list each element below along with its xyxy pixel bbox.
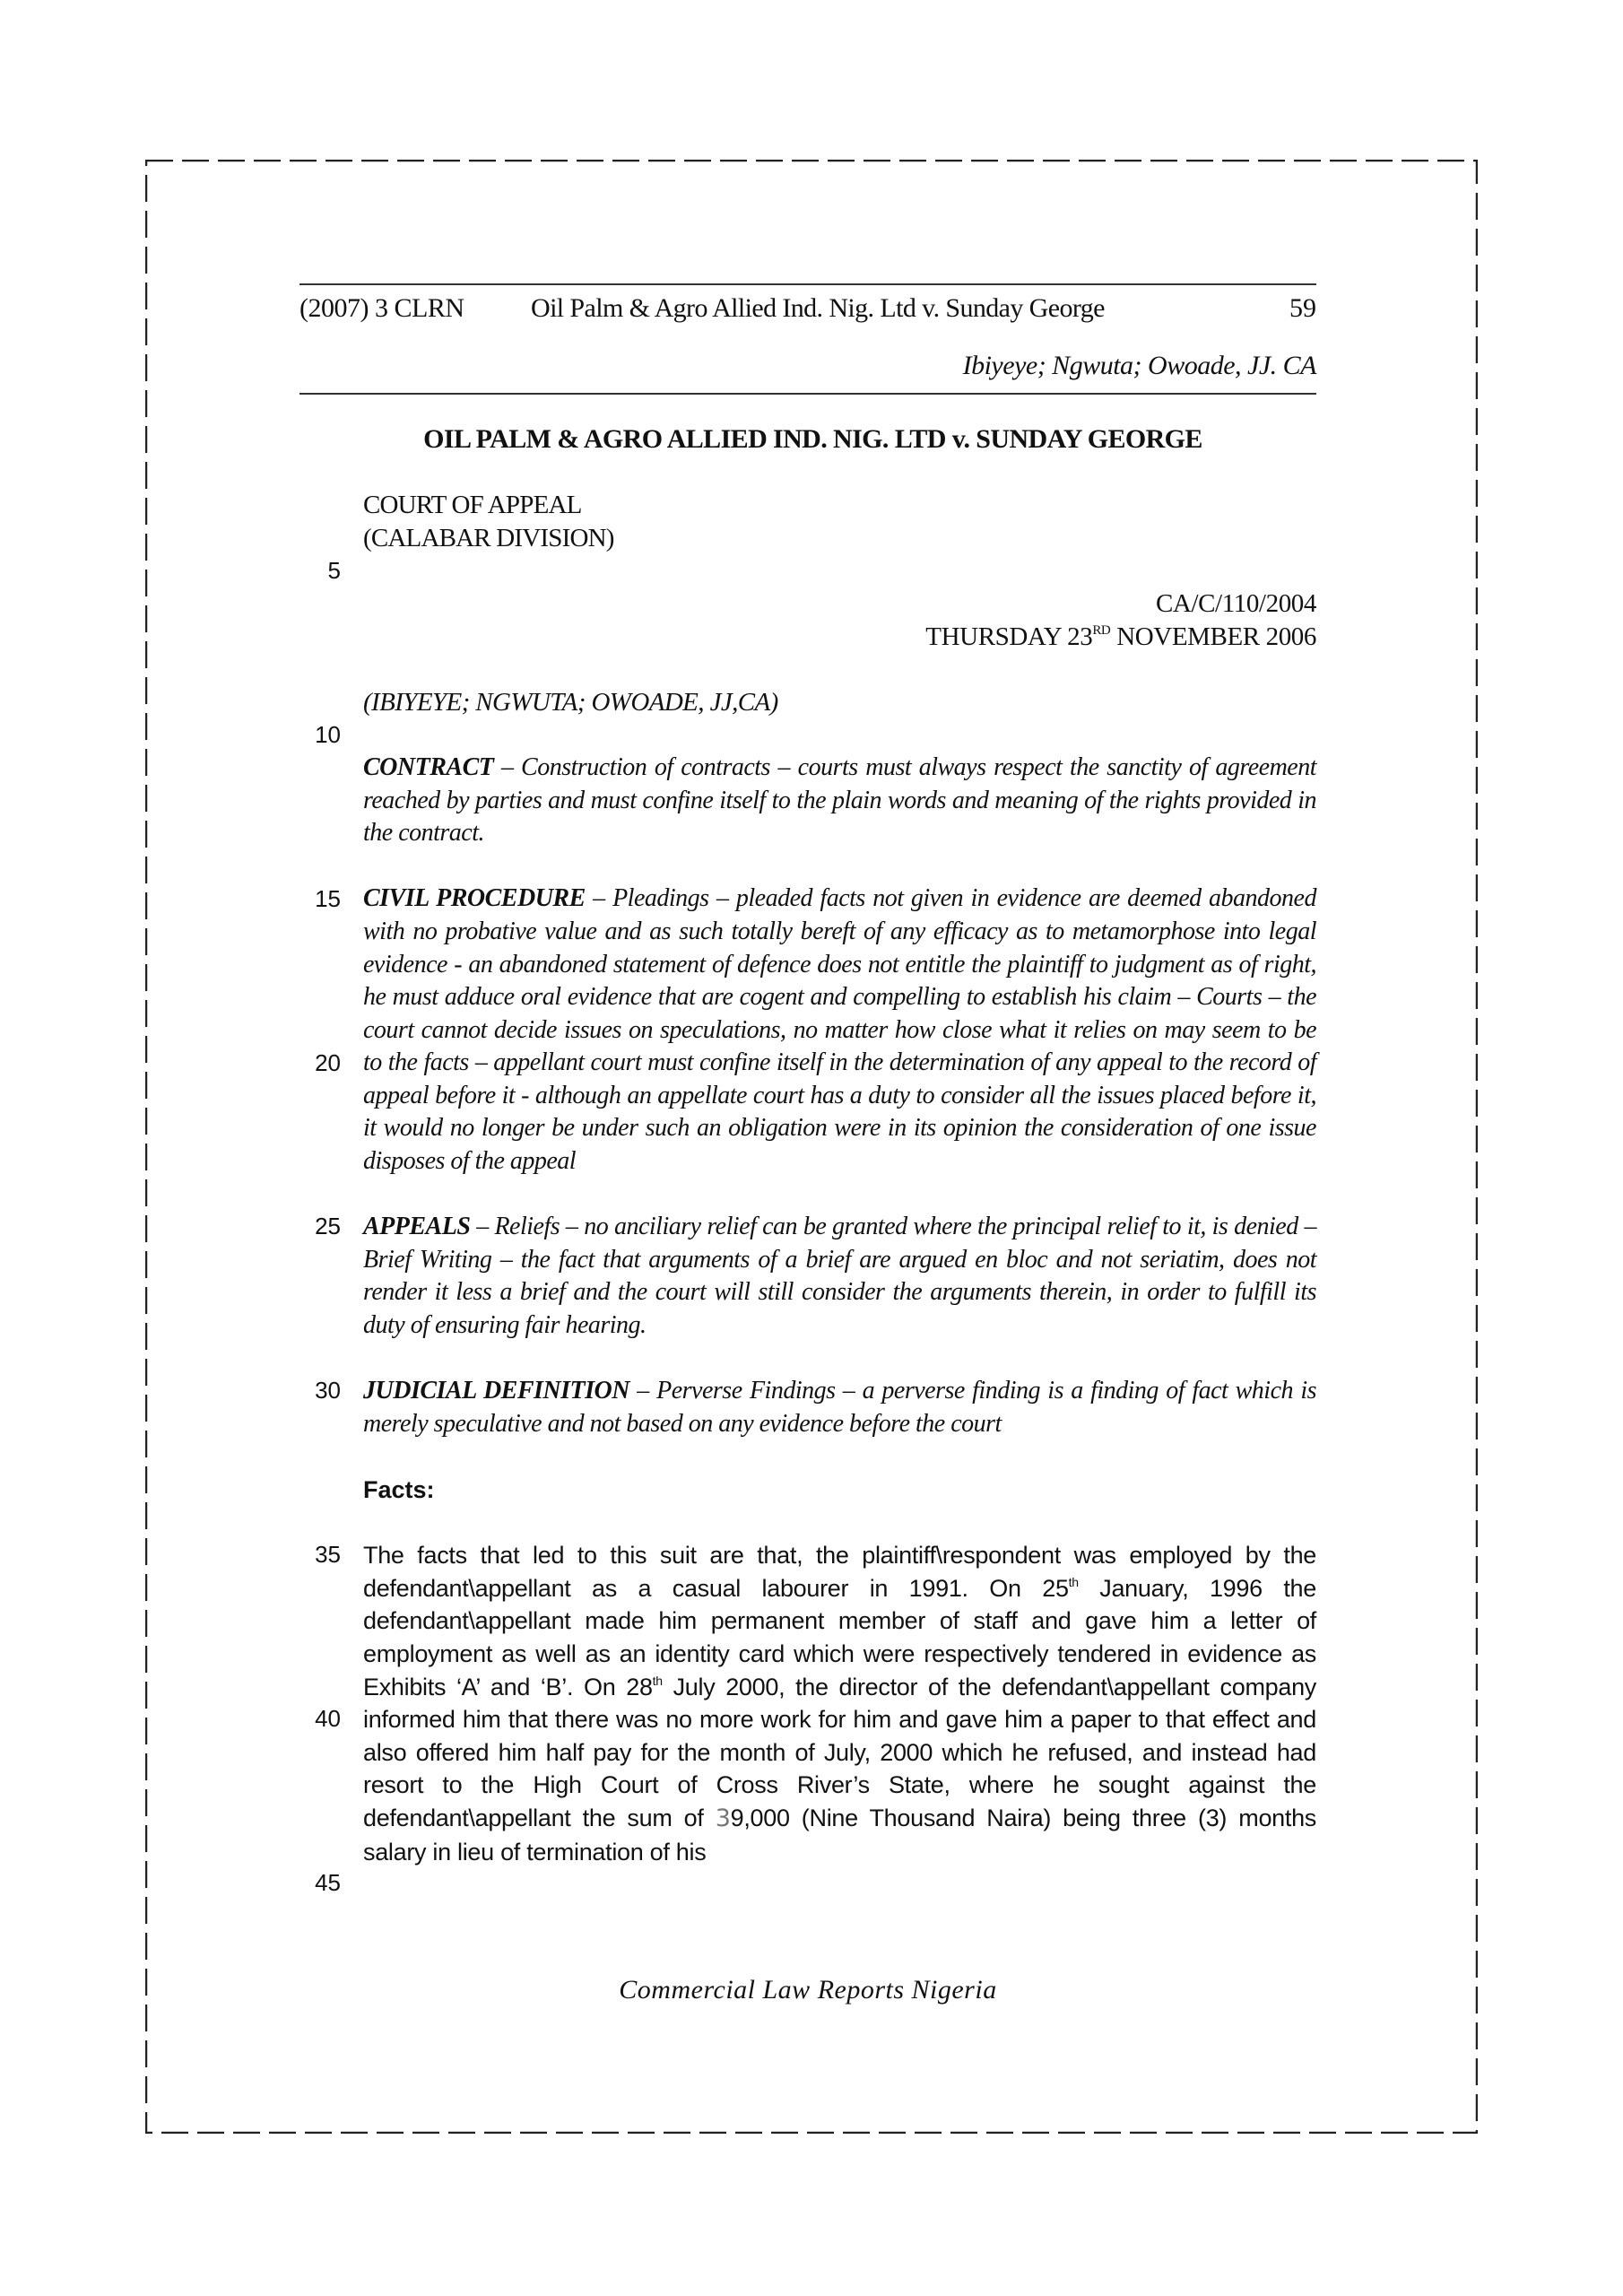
coram: (IBIYEYE; NGWUTA; OWOADE, JJ,CA): [363, 687, 778, 717]
line-number: 45: [315, 1869, 341, 1896]
court-name: COURT OF APPEAL: [363, 491, 582, 520]
headnote-appeals: APPEALS – Reliefs – no anciliary relief can be granted where the principal relief to it, is denied – Brief Writing – the fact that arguments of a brief are argued en bloc and not seriatim, does not render it less a brief and the court will still consider the arguments therein, in order to fulfill its duty of ensuring fair hearing.: [363, 1213, 1316, 1340]
line-number: 30: [315, 1377, 341, 1404]
headnote-heading: CONTRACT: [363, 752, 494, 781]
headnote-judicial-definition: JUDICIAL DEFINITION – Perverse Findings – a perverse finding is a finding of fact which is merely speculative and not based on any evidence before the court: [363, 1377, 1316, 1438]
line-number: 10: [315, 721, 341, 748]
running-head-judges: Ibiyeye; Ngwuta; Owoade, JJ. CA: [962, 351, 1316, 380]
headnote-heading: APPEALS: [363, 1213, 471, 1241]
case-title: OIL PALM & AGRO ALLIED IND. NIG. LTD v. SUNDAY GEORGE: [423, 424, 1202, 454]
case-short-title: Oil Palm & Agro Allied Ind. Nig. Ltd v. Sunday George: [531, 293, 1105, 323]
naira-symbol: 3: [715, 1804, 731, 1832]
line-number: 5: [327, 557, 341, 584]
line-number: 20: [315, 1049, 341, 1076]
header-rule: [299, 393, 1316, 395]
page-number: 59: [1289, 293, 1316, 323]
judgment-date: THURSDAY 23RD NOVEMBER 2006: [925, 622, 1316, 651]
running-head: [299, 283, 1316, 395]
facts-heading: Facts:: [363, 1476, 435, 1503]
line-number: 15: [315, 885, 341, 912]
line-number: 25: [315, 1213, 341, 1239]
line-number: 35: [315, 1541, 341, 1568]
publication-footer: Commercial Law Reports Nigeria: [619, 1975, 997, 2005]
court-division: (CALABAR DIVISION): [363, 523, 614, 552]
headnote-heading: JUDICIAL DEFINITION: [363, 1377, 629, 1405]
page-content: [363, 423, 1316, 1868]
facts-paragraph: The facts that led to this suit are that, the plaintiff\respondent was employed by the defendant\appellant as a casual labourer in 1991. On 25th January, 1996 the defendant\appellant made him permanent member of staff and gave him a letter of employment as well as an identity card which were respectively tendered in evidence as Exhibits ‘A’ and ‘B’. On 28th July 2000, the director of the defendant\appellant company informed him that there was no more work for him and gave him a paper to that effect and also offered him half pay for the month of July, 2000 which he refused, and instead had resort to the High Court of Cross River’s State, where he sought against the defendant\appellant the sum of 39,000 (Nine Thousand Naira) being three (3) months salary in lieu of termination of his: [363, 1542, 1316, 1866]
headnote-civil-procedure: CIVIL PROCEDURE – Pleadings – pleaded facts not given in evidence are deemed abandoned with no probative value and as such totally bereft of any efficacy as to metamorphose into legal evidence - an abandoned statement of defence does not entitle the plaintiff to judgment as of right, he must adduce oral evidence that are cogent and compelling to establish his claim – Courts – the court cannot decide issues on speculations, no matter how close what it relies on may seem to be to the facts – appellant court must confine itself in the determination of any appeal to the record of appeal before it - although an appellate court has a duty to consider all the issues placed before it, it would no longer be under such an obligation were in its opinion the consideration of one issue disposes of the appeal: [363, 884, 1316, 1176]
report-citation: (2007) 3 CLRN: [299, 293, 464, 323]
headnote-contract: CONTRACT – Construction of contracts – courts must always respect the sanctity of agreement reached by parties and must confine itself to the plain words and meaning of the rights provided in the contract.: [363, 752, 1316, 848]
headnote-heading: CIVIL PROCEDURE: [363, 884, 586, 913]
line-number: 40: [315, 1705, 341, 1732]
suit-number: CA/C/110/2004: [1155, 588, 1316, 618]
